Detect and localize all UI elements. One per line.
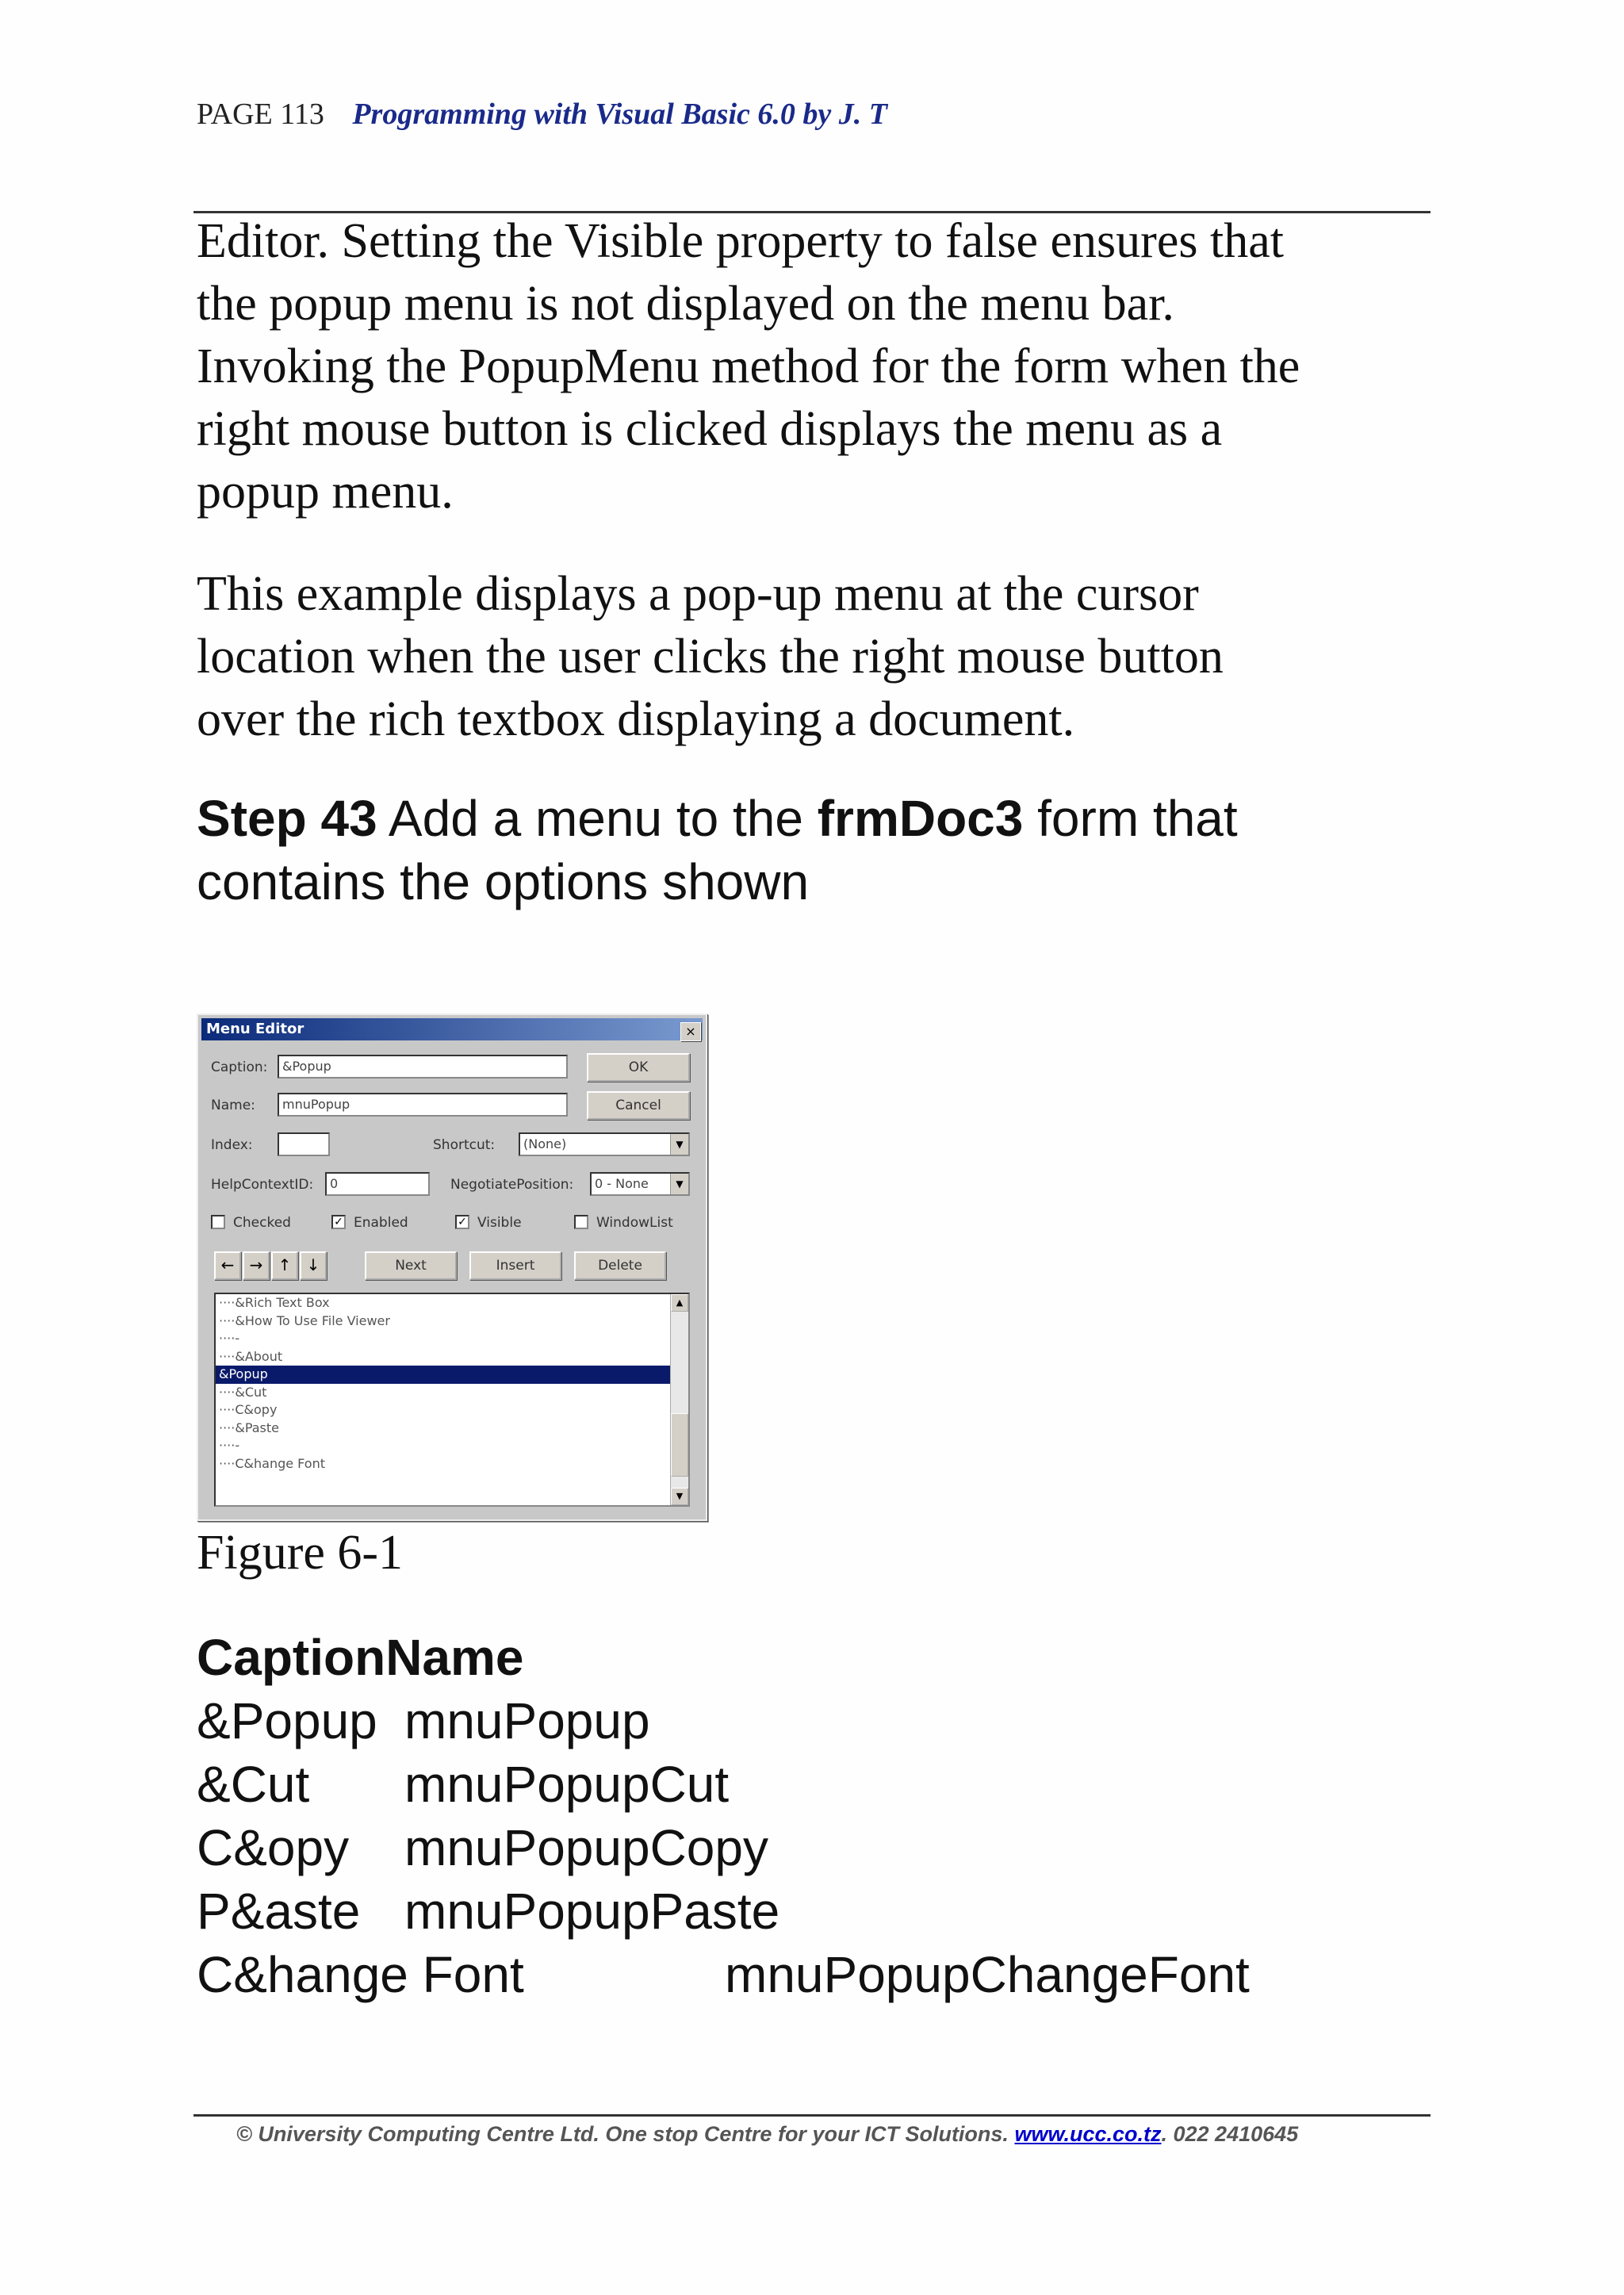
step-text: form that xyxy=(1023,790,1238,847)
book-title: Programming with Visual Basic 6.0 by J. T xyxy=(352,98,887,131)
scroll-thumb[interactable] xyxy=(671,1413,688,1477)
row-name: mnuPopupPaste xyxy=(404,1883,780,1940)
chevron-down-icon[interactable]: ▼ xyxy=(670,1174,688,1194)
scroll-down-icon[interactable]: ▼ xyxy=(671,1488,688,1505)
paragraph-1 xyxy=(197,210,1450,523)
arrow-up-icon[interactable]: ↑ xyxy=(271,1251,298,1280)
list-item[interactable]: ····&About xyxy=(219,1348,283,1364)
footer-rule xyxy=(193,2114,1431,2117)
caption-label: Caption: xyxy=(211,1059,268,1075)
row-name: mnuPopupCopy xyxy=(404,1819,768,1876)
row-caption: &Cut xyxy=(197,1756,310,1813)
list-item[interactable]: ····C&hange Font xyxy=(219,1455,325,1471)
delete-button[interactable]: Delete xyxy=(574,1251,666,1280)
table-row xyxy=(197,1943,1250,2006)
figure-caption: Figure 6-1 xyxy=(197,1526,404,1580)
header-name: Name xyxy=(385,1629,524,1686)
checked-checkbox[interactable] xyxy=(211,1215,225,1229)
list-item[interactable]: ····&Rich Text Box xyxy=(219,1295,330,1310)
list-scrollbar[interactable] xyxy=(670,1294,688,1505)
helpcontext-field[interactable]: 0 xyxy=(325,1172,430,1196)
chevron-down-icon[interactable]: ▼ xyxy=(670,1134,688,1155)
footer-text: © University Computing Centre Ltd. One stop Centre for your ICT Solutions. xyxy=(236,2122,1015,2146)
shortcut-value: (None) xyxy=(523,1136,567,1151)
page-header xyxy=(197,97,887,132)
enabled-checkbox[interactable]: ✓ xyxy=(331,1215,346,1229)
enabled-label: Enabled xyxy=(354,1215,408,1231)
insert-button[interactable]: Insert xyxy=(469,1251,561,1280)
scroll-up-icon[interactable]: ▲ xyxy=(671,1294,688,1312)
text-line: the popup menu is not displayed on the menu bar. xyxy=(197,277,1174,331)
footer-phone: . 022 2410645 xyxy=(1161,2122,1299,2146)
step-text: Add a menu to the xyxy=(377,790,818,847)
step-label: Step 43 xyxy=(197,790,377,847)
shortcut-label: Shortcut: xyxy=(433,1137,496,1153)
footer-link[interactable]: www.ucc.co.tz xyxy=(1014,2122,1162,2146)
table-header xyxy=(197,1626,524,1689)
arrow-right-icon[interactable]: → xyxy=(243,1251,270,1280)
page-number: PAGE 113 xyxy=(197,98,324,131)
paragraph-2 xyxy=(197,563,1450,751)
caption-name-table xyxy=(197,1626,1250,2006)
text-line: Editor. Setting the Visible property to false ensures that xyxy=(197,214,1284,268)
checked-label: Checked xyxy=(233,1215,291,1231)
step-instruction xyxy=(197,787,1434,914)
text-line: This example displays a pop-up menu at the cursor xyxy=(197,567,1199,621)
row-caption: C&opy xyxy=(197,1819,350,1876)
dialog-title: Menu Editor xyxy=(206,1021,304,1037)
table-row xyxy=(197,1753,730,1816)
negotiate-value: 0 - None xyxy=(595,1176,649,1191)
visible-label: Visible xyxy=(477,1215,522,1231)
menu-list[interactable] xyxy=(214,1293,690,1507)
row-caption: C&hange Font xyxy=(197,1946,524,2003)
list-item[interactable]: ····- xyxy=(219,1331,240,1346)
page-footer xyxy=(236,2122,1298,2147)
visible-checkbox[interactable]: ✓ xyxy=(455,1215,469,1229)
text-line: popup menu. xyxy=(197,465,454,519)
index-label: Index: xyxy=(211,1137,253,1153)
negotiate-select[interactable] xyxy=(590,1172,690,1196)
table-row xyxy=(197,1879,780,1943)
list-item[interactable]: ····&Cut xyxy=(219,1384,267,1400)
text-line: over the rich textbox displaying a document. xyxy=(197,692,1075,746)
arrow-left-icon[interactable]: ← xyxy=(214,1251,241,1280)
text-line: location when the user clicks the right mouse button xyxy=(197,630,1224,684)
row-caption: P&aste xyxy=(197,1883,361,1940)
row-name: mnuPopup xyxy=(404,1692,650,1749)
dialog-title-bar xyxy=(201,1018,703,1040)
index-field[interactable] xyxy=(278,1132,330,1156)
row-name: mnuPopupChangeFont xyxy=(725,1946,1250,2003)
next-button[interactable]: Next xyxy=(365,1251,457,1280)
table-row xyxy=(197,1816,768,1879)
text-line: right mouse button is clicked displays the menu as a xyxy=(197,402,1223,456)
cancel-button[interactable]: Cancel xyxy=(587,1091,690,1120)
menu-editor-dialog xyxy=(197,1013,707,1521)
list-item[interactable]: ····&How To Use File Viewer xyxy=(219,1312,390,1328)
row-caption: &Popup xyxy=(197,1692,377,1749)
header-caption: Caption xyxy=(197,1629,386,1686)
ok-button[interactable]: OK xyxy=(587,1053,690,1082)
shortcut-select[interactable] xyxy=(519,1132,690,1156)
list-item[interactable]: ····C&opy xyxy=(219,1402,278,1417)
list-item[interactable]: ····&Paste xyxy=(219,1420,280,1435)
name-label: Name: xyxy=(211,1098,255,1113)
list-item-selected[interactable]: &Popup xyxy=(216,1366,688,1384)
table-row xyxy=(197,1689,650,1753)
name-field[interactable]: mnuPopup xyxy=(278,1093,568,1117)
windowlist-label: WindowList xyxy=(596,1215,673,1231)
list-item[interactable]: ····- xyxy=(219,1438,240,1453)
step-text-line2: contains the options shown xyxy=(197,853,810,910)
helpcontext-label: HelpContextID: xyxy=(211,1177,314,1193)
windowlist-checkbox[interactable] xyxy=(574,1215,588,1229)
arrow-down-icon[interactable]: ↓ xyxy=(300,1251,327,1280)
form-name: frmDoc3 xyxy=(817,790,1024,847)
negotiate-label: NegotiatePosition: xyxy=(450,1177,574,1193)
close-icon[interactable]: × xyxy=(680,1022,701,1041)
row-name: mnuPopupCut xyxy=(404,1756,730,1813)
text-line: Invoking the PopupMenu method for the form when the xyxy=(197,339,1300,393)
caption-field[interactable]: &Popup xyxy=(278,1055,568,1079)
